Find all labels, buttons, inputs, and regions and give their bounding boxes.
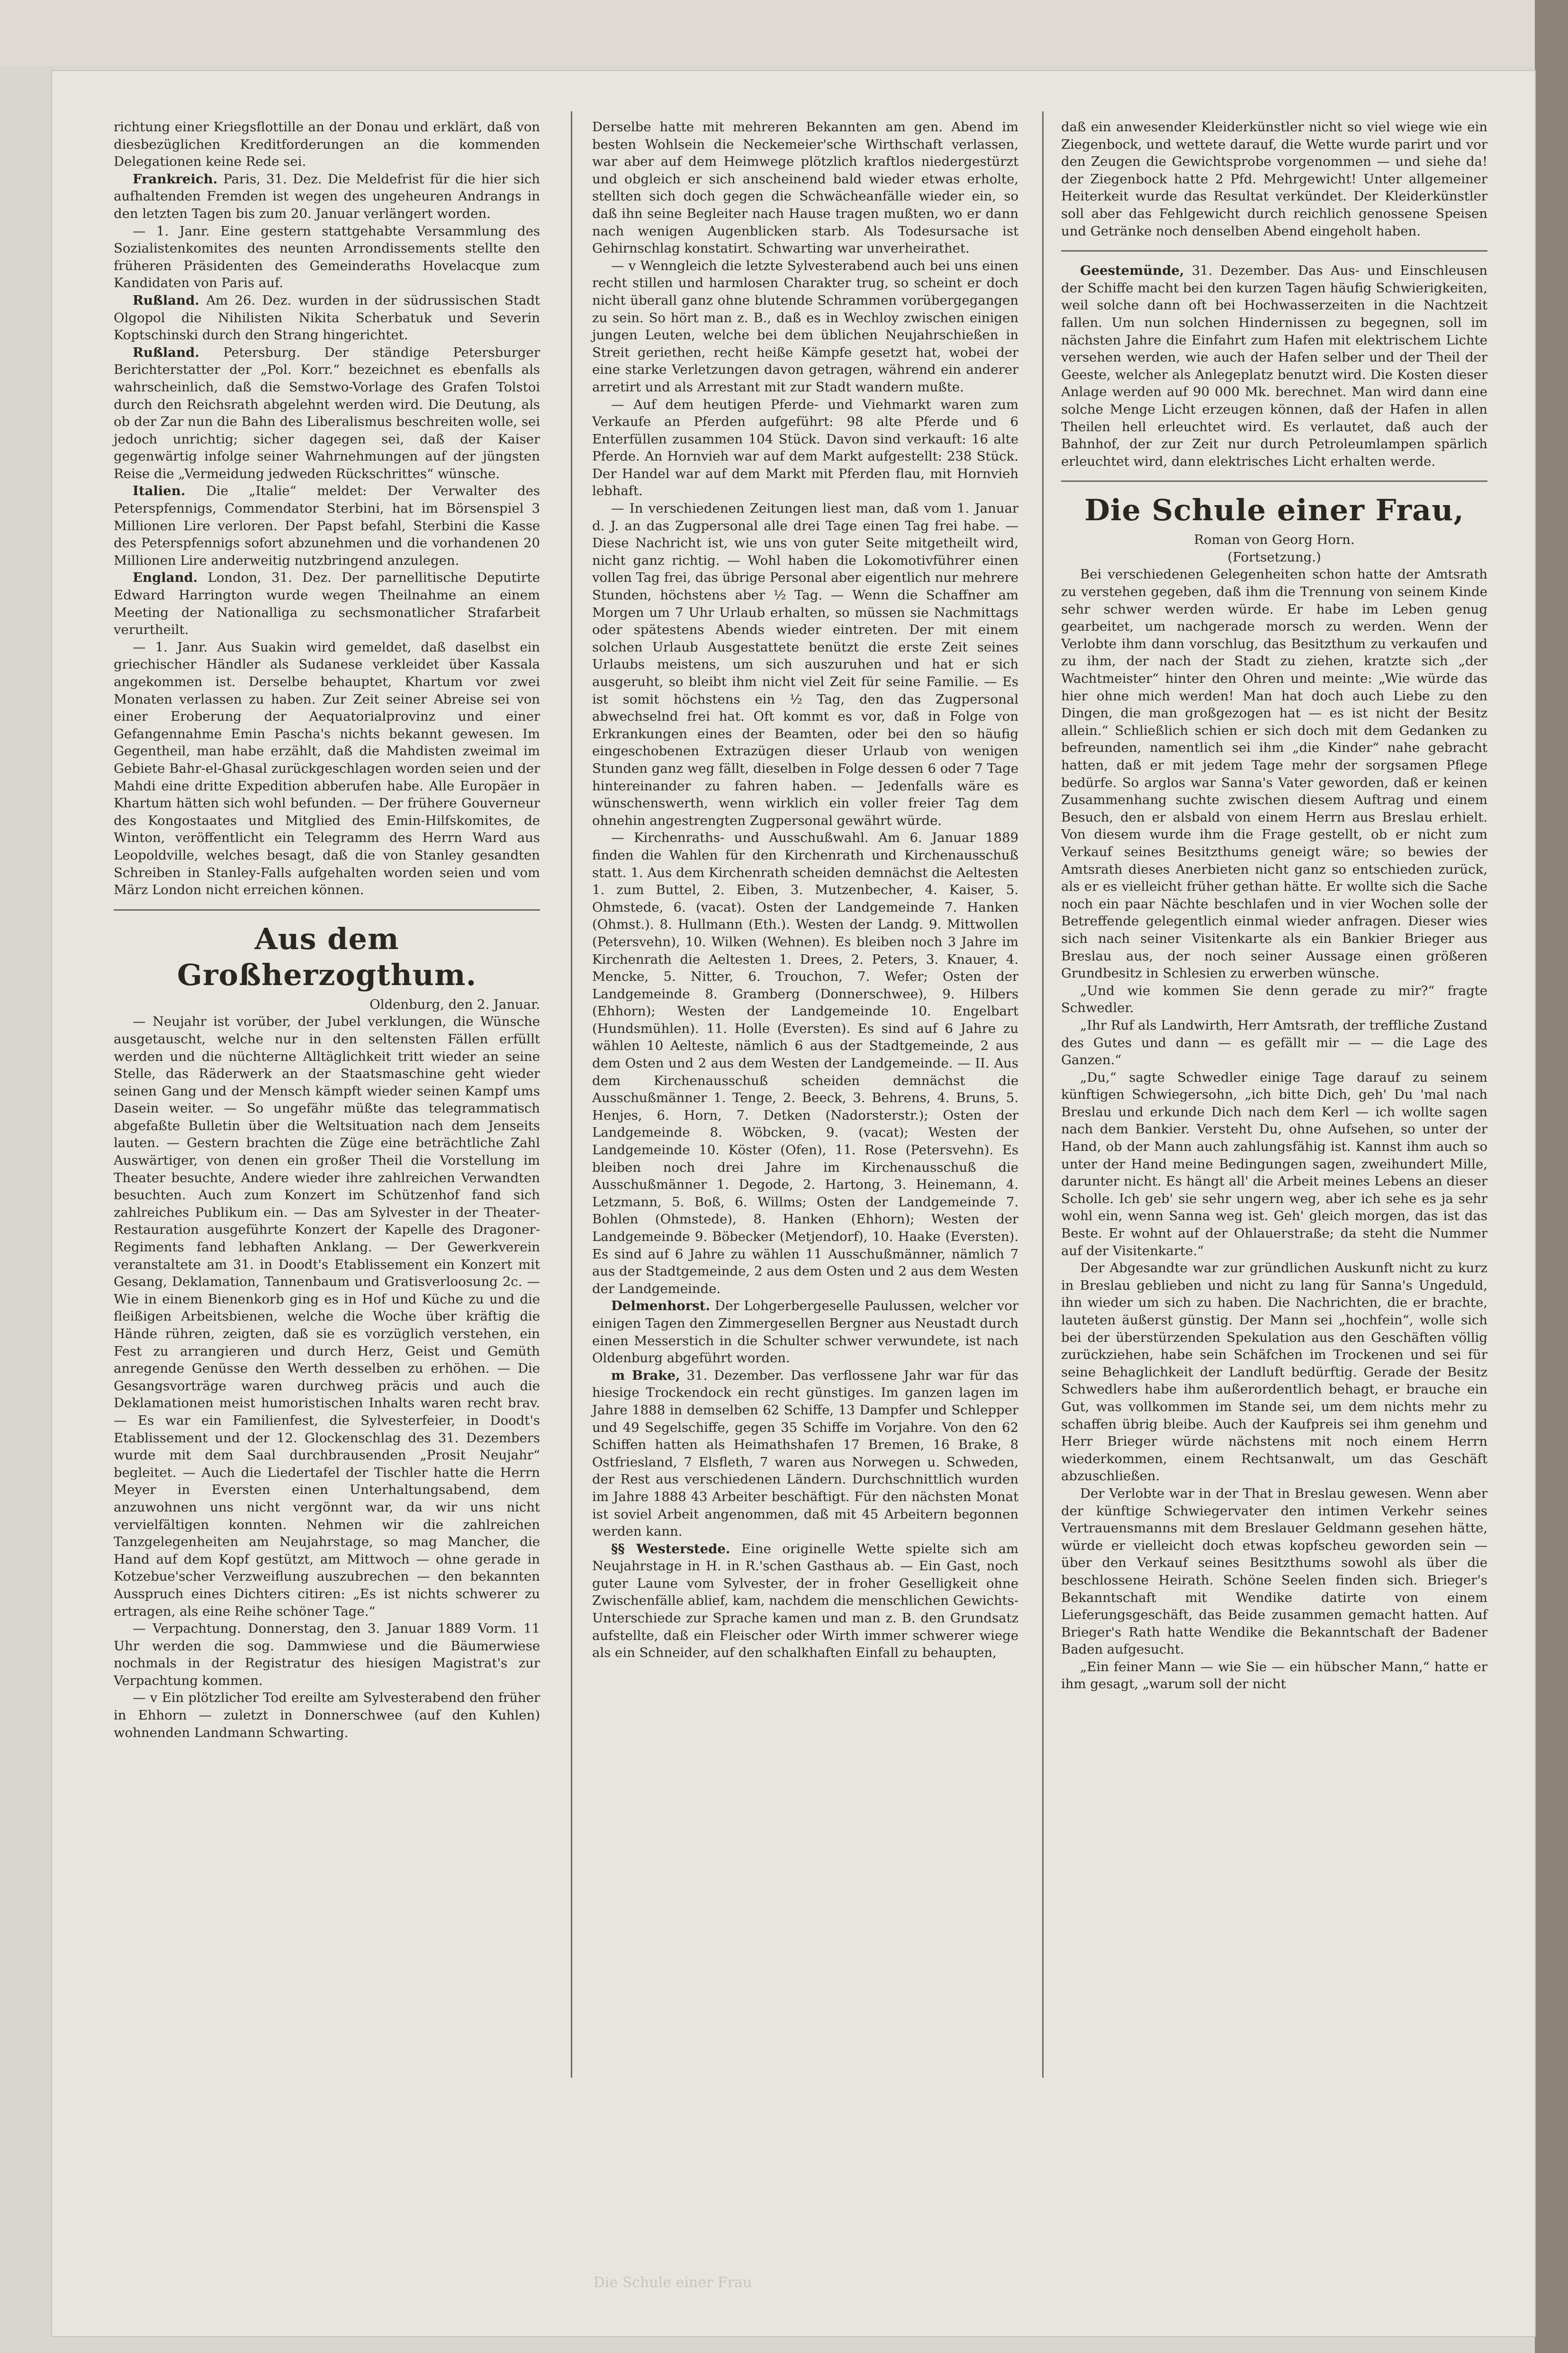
section-rule [114, 909, 540, 911]
article-text: — 1. Janr. Eine gestern stattgehabte Versammlung des Sozialistenkomites des neunten Arrondissements stellte den früheren Präsidenten des Gemeinderaths Hovelacque zum Kandidaten von Paris auf. [114, 223, 540, 291]
article-paragraph [114, 344, 540, 483]
article-text: — Kirchenraths- und Ausschußwahl. Am 6. Januar 1889 finden die Wahlen für den Kirchenrath und Kirchenausschuß statt. 1. Aus dem Kirchenrath scheiden demnächst die Aeltesten 1. zum Buttel, 2. Eiben, 3. Mutzenbecher, 4. Kaiser, 5. Ohmstede, 6. (vacat). Osten der Landgemeinde 7. Hanken (Ohmst.). 8. Hullmann (Eth.). Westen der Landg. 9. Mittwollen (Petersvehn), 10. Wilken (Wehnen). Es bleiben noch 3 Jahre im Kirchenrath die Aeltesten 1. Drees, 2. Peters, 3. Knauer, 4. Mencke, 5. Nitter, 6. Trouchon, 7. Wefer; Osten der Landgemeinde 8. Gramberg (Donnerschwee), 9. Hilbers (Ehhorn); Westen der Landgemeinde 10. Engelbart (Hundsmühlen). 11. Holle (Eversten). Es sind auf 6 Jahre zu wählen 10 Aelteste, nämlich 6 aus der Stadtgemeinde, 2 aus dem Osten und 2 aus dem Westen der Landgemeinde. — II. Aus dem Kirchenausschuß scheiden demnächst die Ausschußmänner 1. Tenge, 2. Beeck, 3. Behrens, 4. Bruns, 5. Henjes, 6. Horn, 7. Detken (Nadorsterstr.); Osten der Landgemeinde 8. Wöbcken, 9. (vacat); Westen der Landgemeinde 10. Köster (Ofen), 11. Rose (Petersvehn). Es bleiben noch drei Jahre im Kirchenausschuß die Ausschußmänner 1. Degode, 2. Hartong, 3. Heinemann, 4. Letzmann, 5. Boß, 6. Willms; Osten der Landgemeinde 7. Bohlen (Ohmstede), 8. Hanken (Ehhorn); Westen der Landgemeinde 9. Böbecker (Metjendorf), 10. Haake (Eversten). Es sind auf 6 Jahre zu wählen 11 Ausschußmänner, nämlich 7 aus der Stadtgemeinde, 2 aus dem Osten und 2 aus dem Westen der Landgemeinde. [592, 830, 1018, 1296]
place-heading: m Brake, [611, 1367, 680, 1383]
article-text: Der Abgesandte war zur gründlichen Auskunft nicht zu kurz in Breslau geblieben und nicht zu lang für Sanna's Ungeduld, ihn wieder um sich zu haben. Die Nachrichten, die er brachte, lauteten äußerst günstig. Der Mann sei „hochfein“, wolle sich bei der überstürzenden Spekulation aus den Geschäften völlig zurückziehen, habe sein Schäfchen im Trockenen und sei für seine Behaglichkeit der Landluft bedürftig. Gerade der Besitz Schwedlers habe ihm außerordentlich behagt, er brauche ein Gut, was vollkommen im Stande sei, um dem nichts mehr zu schaffen übrig bleibe. Auch der Kaufpreis sei ihm genehm und Herr Brieger würde nächstens mit noch einem Herrn wiederkommen, einem Rechtsanwalt, um das Geschäft abzuschließen. [1061, 1260, 1487, 1484]
show-through-text: Die Schule einer Frau [593, 2274, 752, 2291]
serial-author: Roman von Georg Horn. [1194, 532, 1355, 548]
dateline: Oldenburg, den 2. Januar. [369, 996, 540, 1012]
article-text: — In verschiedenen Zeitungen liest man, daß vom 1. Januar d. J. an das Zugpersonal alle drei Tage einen Tag frei habe. — Diese Nachricht ist, wie uns von guter Seite mitgetheilt wird, nicht ganz richtig. — Wohl haben die Lokomotivführer einen vollen Tag frei, das übrige Personal aber eigentlich nur mehrere Stunden, höchstens aber ½ Tag. — Wenn die Schaffner am Morgen um 7 Uhr Urlaub erhalten, so müssen sie Nachmittags oder spätestens Abends wieder eintreten. Der mit einem solchen Urlaub Ausgestattete benützt die erste Zeit seines Urlaubs meistens, um sich auszuruhen und hat er sich ausgeruht, so bleibt ihm nicht viel Zeit für seine Familie. — Es ist somit höchstens ein ½ Tag, den das Zugpersonal abwechselnd frei hat. Oft kommt es vor, daß in Folge von Erkrankungen eines der Beamten, oder bei den so häufig eingeschobenen Extrazügen dieser Urlaub von wenigen Stunden ganz weg fällt, dieselben in Folge dessen 6 oder 7 Tage hintereinander zu fahren haben. — Jedenfalls wäre es wünschenswerth, wenn wirklich ein voller freier Tag dem ohnehin angestrengten Zugpersonal gewährt würde. [592, 501, 1018, 828]
article-text: richtung einer Kriegsflottille an der Donau und erklärt, daß von diesbezüglichen Kreditforderungen an die kommenden Delegationen keine Rede sei. [114, 119, 540, 170]
place-heading: §§ Westerstede. [611, 1541, 730, 1557]
serial-continuation: (Fortsetzung.) [1227, 549, 1321, 565]
section-rule [1061, 480, 1487, 482]
article-paragraph [114, 292, 540, 344]
article-text: Der Lohgerbergeselle Paulussen, welcher vor einigen Tagen den Zimmergesellen Bergner aus Neustadt durch einen Messerstich in die Schulter schwer verwundete, ist nach Oldenburg abgeführt worden. [592, 1298, 1018, 1366]
article-paragraph [114, 171, 540, 223]
article-paragraph [114, 482, 540, 569]
article-paragraph [1061, 262, 1487, 470]
place-heading: Rußland. [133, 344, 199, 360]
article-paragraph [592, 1297, 1018, 1367]
article-text: „Ein feiner Mann — wie Sie — ein hübscher Mann,“ hatte er ihm gesagt, „warum soll der nicht [1061, 1659, 1487, 1692]
place-heading: Italien. [133, 483, 186, 499]
scan-binding-edge [1535, 0, 1568, 2353]
column-1 [114, 118, 540, 1741]
article-paragraph [114, 569, 540, 638]
article-text: 31. Dezember. Das verflossene Jahr war für das hiesige Trockendock ein recht günstiges. Im ganzen lagen im Jahre 1888 in demselben 62 Schiffe, 13 Dampfer und Schlepper und 49 Segelschiffe, gegen 35 Schiffe im Vorjahre. Von den 62 Schiffen hatten als Heimathshafen 17 Bremen, 16 Brake, 8 Ostfriesland, 7 Elsfleth, 7 waren aus Norwegen u. Schweden, der Rest aus verschiedenen Ländern. Durchschnittlich wurden im Jahre 1888 43 Arbeiter beschäftigt. Für den nächsten Monat ist soviel Arbeit angenommen, daß mit 45 Arbeitern begonnen werden kann. [592, 1367, 1018, 1539]
article-text: Die „Italie“ meldet: Der Verwalter des Peterspfennigs, Commendator Sterbini, hat im Börsenspiel 3 Millionen Lire verloren. Der Papst befahl, Sterbini die Kasse des Peterspfennigs sofort abzunehmen und die vorhandenen 20 Millionen Lire anderweitig nutzbringend anzulegen. [114, 483, 540, 568]
article-text: „Ihr Ruf als Landwirth, Herr Amtsrath, der treffliche Zustand des Gutes und dann — es gefällt mir — — die Lage des Ganzen.“ [1061, 1017, 1487, 1068]
scan-top-edge [0, 0, 1535, 66]
article-text: — Auf dem heutigen Pferde- und Viehmarkt waren zum Verkaufe an Pferden aufgeführt: 98 alte Pferde und 6 Enterfüllen zusammen 104 Stück. Davon sind verkauft: 16 alte Pferde. An Hornvieh war auf dem Markt aufgestellt: 238 Stück. Der Handel war auf dem Markt mit Pferden flau, mit Hornvieh lebhaft. [592, 397, 1018, 499]
article-text: Eine originelle Wette spielte sich am Neujahrstage in H. in R.'schen Gasthaus ab. — Ein Gast, noch guter Laune vom Sylvester, der in froher Geselligkeit ohne Zwischenfälle ablief, kam, nachdem die menschlichen Gewichts-Unterschiede zur Sprache kamen und man z. B. den Grundsatz aufstellte, daß ein Fleischer oder Wirth immer schwerer wiege als ein Schneider, auf den schalkhaften Einfall zu behaupten, [592, 1541, 1018, 1661]
article-text: — Neujahr ist vorüber, der Jubel verklungen, die Wünsche ausgetauscht, welche nur in den seltensten Fällen erfüllt werden und die nüchterne Alltäglichkeit tritt wieder an seine Stelle, das Räderwerk an der Staatsmaschine geht wieder seinen Gang und der Mensch kämpft wieder seinen Kampf ums Dasein weiter. — So ungefähr müßte das telegrammatisch abgefaßte Bulletin über die Weltsituation nach dem Jenseits lauten. — Gestern brachten die Züge eine beträchtliche Zahl Auswärtiger, von denen ein großer Theil die Vorstellung im Theater besuchte, Andere wieder ihre zahlreichen Verwandten besuchten. Auch zum Konzert im Schützenhof fand sich zahlreiches Publikum ein. — Das am Sylvester in der Theater-Restauration ausgeführte Konzert der Kapelle des Dragoner-Regiments fand lebhaften Anklang. — Der Gewerkverein veranstaltete am 31. in Doodt's Etablissement ein Konzert mit Gesang, Deklamation, Tannenbaum und Gratisverloosung 2c. — Wie in einem Bienenkorb ging es in Hof und Küche zu und die fleißigen Arbeitsbienen, welche die Woche über kräftig die Hände rühren, zeigten, daß sie es vorzüglich verstehen, ein Fest zu arrangieren und durch Herz, Geist und Gemüth anregende Genüsse den Werth desselben zu erhöhen. — Die Gesangsvorträge waren durchweg präcis und auch die Deklamationen meist humoristischen Inhalts waren recht brav. — Es war ein Familienfest, die Sylvesterfeier, in Doodt's Etablissement und der 12. Glockenschlag des 31. Dezembers wurde mit dem Saal durchbrausenden „Prosit Neujahr“ begleitet. — Auch die Liedertafel der Tischler hatte die Herrn Meyer in Eversten einen Unterhaltungsabend, dem anzuwohnen uns nicht vergönnt war, da wir uns nicht vervielfältigen konnten. Nehmen wir die zahlreichen Tanzgelegenheiten am Neujahrstage, so mag Mancher, die Hand auf dem Kopf gestützt, am Mittwoch — ohne gerade in Kotzebue'scher Verzweiflung auszubrechen — den bekannten Ausspruch eines Dichters citiren: „Es ist nichts schwerer zu ertragen, als eine Reihe schöner Tage.“ [114, 1014, 540, 1619]
article-text: Paris, 31. Dez. Die Meldefrist für die hier sich aufhaltenden Fremden ist wegen des ungeheuren Andrangs in den letzten Tagen bis zum 20. Januar verlängert worden. [114, 171, 540, 221]
place-heading: Geestemünde, [1080, 263, 1184, 279]
article-text: Derselbe hatte mit mehreren Bekannten am gen. Abend im besten Wohlsein die Neckemeier'sche Wirthschaft verlassen, war aber auf dem Heimwege plötzlich kraftlos niedergestürzt und obgleich er sich anscheinend bald wieder etwas erholte, stellten sich doch gegen die Schwächeanfälle wieder ein, so daß ihn seine Begleiter nach Hause tragen mußten, wo er dann nach wenigen Augenblicken starb. Als Todesursache ist Gehirnschlag konstatirt. Schwarting war unverheirathet. [592, 119, 1018, 256]
article-text: Am 26. Dez. wurden in der südrussischen Stadt Olgopol die Nihilisten Nikita Scherbatuk und Severin Koptschinski durch den Strang hingerichtet. [114, 292, 540, 343]
place-heading: Rußland. [133, 292, 199, 308]
article-text: 31. Dezember. Das Aus- und Einschleusen der Schiffe macht bei den kurzen Tagen häufig Schwierigkeiten, weil solche dann oft bei Hochwasserzeiten in die Nachtzeit fallen. Um nun solchen Hindernissen zu begegnen, soll im nächsten Jahre die Einfahrt zum Hafen mit elektrischem Lichte versehen werden, wie auch der Hafen selber und der Theil der Geeste, welcher als Anlegeplatz benutzt wird. Die Kosten dieser Anlage werden auf 90 000 Mk. berechnet. Man wird dann eine solche Menge Licht erzeugen können, daß der Hafen in allen Theilen hell erleuchtet wird. Es verlautet, daß auch der Bahnhof, der zur Zeit nur durch Petroleumlampen spärlich erleuchtet wird, dann elektrisches Licht erhalten werde. [1061, 263, 1487, 469]
article-text: — v Wenngleich die letzte Sylvesterabend auch bei uns einen recht stillen und harmlosen Charakter trug, so scheint er doch nicht überall ganz ohne blutende Schrammen vorübergegangen zu sein. So hört man z. B., daß es in Wechloy zwischen einigen jungen Leuten, welche bei dem üblichen Neujahrschießen in Streit geriethen, recht heiße Kämpfe gesetzt hat, wobei der eine starke Verletzungen davon getragen, während ein anderer arretirt und als Arrestant mit zur Stadt wandern mußte. [592, 258, 1018, 395]
article-text: „Und wie kommen Sie denn gerade zu mir?“ fragte Schwedler. [1061, 983, 1487, 1016]
article-text: Der Verlobte war in der That in Breslau gewesen. Wenn aber der künftige Schwiegervater den intimen Verkehr seines Vertrauensmanns mit dem Breslauer Geldmann gesehen hätte, würde er vielleicht doch etwas kopfscheu geworden sein — über den Verkauf seines Besitzthums sowohl als über die beschlossene Heirath. Schöne Seelen finden sich. Brieger's Bekanntschaft mit Wendike datirte von einem Lieferungsgeschäft, das Beide zusammen gemacht hatten. Auf Brieger's Rath hatte Wendike die Bekanntschaft der Badener Baden aufgesucht. [1061, 1485, 1487, 1657]
article-text: — Verpachtung. Donnerstag, den 3. Januar 1889 Vorm. 11 Uhr werden die sog. Dammwiese und die Bäumerwiese nochmals in der Registratur des hiesigen Magistrat's zur Verpachtung kommen. [114, 1621, 540, 1688]
article-paragraph [592, 1540, 1018, 1662]
article-text: — v Ein plötzlicher Tod ereilte am Sylvesterabend den früher in Ehhorn — zuletzt in Donnerschwee (auf den Kuhlen) wohnenden Landmann Schwarting. [114, 1690, 540, 1740]
place-heading: Delmenhorst. [611, 1298, 710, 1314]
article-text: — 1. Janr. Aus Suakin wird gemeldet, daß daselbst ein griechischer Händler als Sudanese verkleidet über Kassala angekommen ist. Derselbe behauptet, Khartum vor zwei Monaten verlassen zu haben. Zur Zeit seiner Abreise sei von einer Eroberung der Aequatorialprovinz und einer Gefangennahme Emin Pascha's nichts bekannt gewesen. Im Gegentheil, man habe erzählt, daß die Mahdisten zweimal im Gebiete Bahr-el-Ghasal zurückgeschlagen worden seien und der Mahdi eine dritte Expedition abberufen habe. Alle Europäer in Khartum hätten sich wohl befunden. — Der frühere Gouverneur des Kongostaates und Mitglied des Emin-Hilfskomites, de Winton, veröffentlicht ein Telegramm des Herrn Ward aus Leopoldville, welches besagt, daß die von Stanley gesandten Schreiben in Stanley-Falls aufgehalten worden seien und vom März London nicht erreichen können. [114, 639, 540, 898]
article-paragraph [592, 1367, 1018, 1540]
column-divider-1 [571, 111, 572, 2078]
column-divider-2 [1042, 111, 1044, 2078]
article-text: „Du,“ sagte Schwedler einige Tage darauf zu seinem künftigen Schwiegersohn, „ich bitte Dich, geh' Du 'mal nach Breslau und erkunde Dich nach dem Kerl — ich wollte sagen nach dem Bankier. Versteht Du, ohne Aufsehen, so unter der Hand, ob der Mann auch zahlungsfähig ist. Kannst ihm auch so unter der Hand meine Bedingungen sagen, zweihundert Mille, darunter nicht. Es hängt all' die Arbeit meines Lebens an dieser Scholle. Ich geb' sie sehr ungern weg, aber ich sehe es ja sehr wohl ein, wenn Sanna weg ist. Geh' gleich morgen, das ist das Beste. Er wohnt auf der Ohlauerstraße; da steht die Nummer auf der Visitenkarte.“ [1061, 1069, 1487, 1258]
serial-title: Die Schule einer Frau, [1084, 493, 1464, 528]
place-heading: England. [133, 570, 198, 586]
article-text: London, 31. Dez. Der parnellitische Deputirte Edward Harrington wurde wegen Theilnahme an einem Meeting der Nationalliga zu sechsmonatlicher Strafarbeit verurtheilt. [114, 570, 540, 638]
place-heading: Frankreich. [133, 171, 218, 187]
section-rule [1061, 250, 1487, 252]
article-text: Petersburg. Der ständige Petersburger Berichterstatter der „Pol. Korr.“ bezeichnet es ebenfalls als wahrscheinlich, daß die Semstwo-Vorlage des Grafen Tolstoi durch den Reichsrath abgelehnt werden wird. Die Deutung, als ob der Zar nun die Bahn des Liberalismus beschreiten wolle, sei jedoch unrichtig; sicher dagegen sei, daß der Kaiser gegenwärtig infolge seiner Wahrnehmungen auf der jüngsten Reise die „Vermeidung jedweden Rückschrittes“ wünsche. [114, 344, 540, 481]
article-text: Bei verschiedenen Gelegenheiten schon hatte der Amtsrath zu verstehen gegeben, daß ihm die Trennung von seinem Kinde sehr schwer werden würde. Er habe im Leben genug gearbeitet, um nachgerade morsch zu werden. Wenn der Verlobte ihm dann vorschlug, das Besitzthum zu verkaufen und zu ihm, der nach der Stadt zu ziehen, kratzte sich „der Wachtmeister“ hinter den Ohren und meinte: „Wie würde das hier ohne mich werden! Man hat doch auch Liebe zu den Dingen, die man großgezogen hat — es ist nicht der Besitz allein.“ Schließlich schien er sich doch mit dem Gedanken zu befreunden, namentlich sei ihm „die Kinder“ nahe gebracht hatten, daß er mit jedem Tage mehr der sorgsamen Pflege bedürfe. So arglos war Sanna's Vater geworden, daß er keinen Zusammenhang suchte zwischen diesem Auftrag und einem Besuch, den er alsbald von einem Herrn aus Breslau erhielt. Von diesem wurde ihm die Frage gestellt, ob er nicht zum Verkauf seines Besitzthums geneigt wäre; so bewies der Amtsrath dieses Anerbieten nicht ganz so entschieden zurück, als er es vielleicht früher gethan hätte. Er wollte sich die Sache noch ein paar Nächte beschlafen und in vier Wochen solle der Betreffende gelegentlich einmal wieder anfragen. Dieser wies sich nach seiner Visitenkarte als ein Bankier Brieger aus Breslau aus, der noch seiner Aussage einen größeren Grundbesitz in Schlesien zu erwerben wünsche. [1061, 567, 1487, 981]
section-title: Aus dem Großherzogthum. [177, 921, 477, 992]
column-3 [1061, 118, 1487, 1693]
column-2 [592, 118, 1018, 1662]
article-text: daß ein anwesender Kleiderkünstler nicht so viel wiege wie ein Ziegenbock, und wettete darauf, die Wette wurde parirt und vor den Zeugen die Gewichtsprobe vorgenommen — und siehe da! der Ziegenbock hatte 2 Pfd. Mehrgewicht! Unter allgemeiner Heiterkeit wurde das Resultat verkündet. Der Kleiderkünstler soll aber das Fehlgewicht durch reichlich genossene Speisen und Getränke noch denselben Abend eingeholt haben. [1061, 119, 1487, 239]
